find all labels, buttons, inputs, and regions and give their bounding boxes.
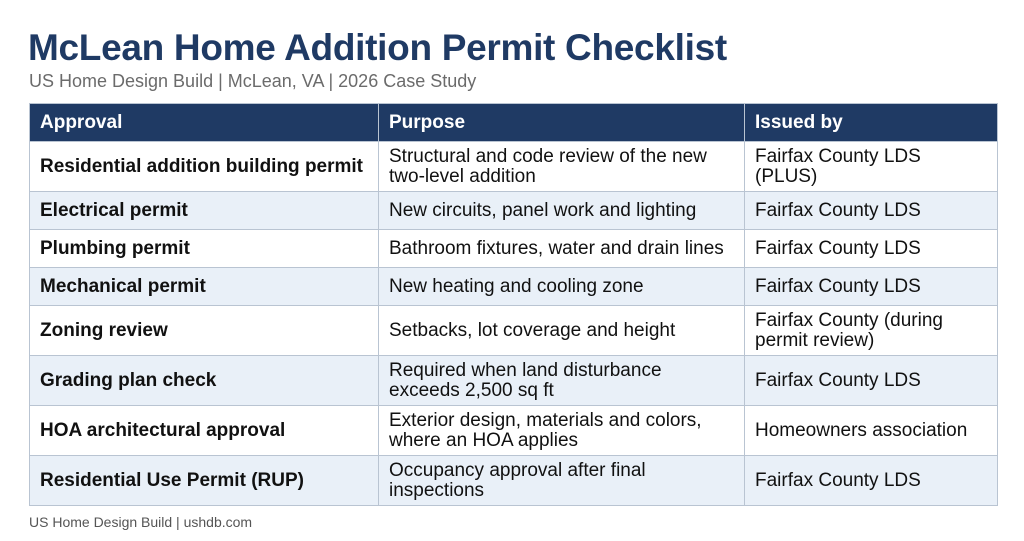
issued-by-cell: Fairfax County LDS [745, 456, 998, 506]
approval-cell: Plumbing permit [30, 230, 379, 268]
purpose-cell: Occupancy approval after final inspections [379, 456, 745, 506]
table-row [30, 230, 998, 268]
page-title: McLean Home Addition Permit Checklist [28, 27, 727, 68]
purpose-cell: Bathroom fixtures, water and drain lines [379, 230, 745, 268]
approval-cell: Residential addition building permit [30, 142, 379, 192]
table-header-row [30, 104, 998, 142]
column-header-purpose: Purpose [379, 104, 745, 142]
approval-cell: Electrical permit [30, 192, 379, 230]
purpose-cell: Exterior design, materials and colors, where an HOA applies [379, 406, 745, 456]
purpose-cell: New circuits, panel work and lighting [379, 192, 745, 230]
column-header-issued-by: Issued by [745, 104, 998, 142]
purpose-cell: Required when land disturbance exceeds 2,500 sq ft [379, 356, 745, 406]
issued-by-cell: Fairfax County LDS [745, 356, 998, 406]
approval-cell: HOA architectural approval [30, 406, 379, 456]
page-subtitle: US Home Design Build | McLean, VA | 2026 Case Study [29, 71, 477, 91]
footer-credit: US Home Design Build | ushdb.com [29, 514, 253, 530]
issued-by-cell: Fairfax County LDS [745, 230, 998, 268]
approval-cell: Grading plan check [30, 356, 379, 406]
column-header-approval: Approval [30, 104, 379, 142]
table-row [30, 356, 998, 406]
table-row [30, 192, 998, 230]
approval-cell: Zoning review [30, 306, 379, 356]
issued-by-cell: Fairfax County LDS [745, 268, 998, 306]
table-row [30, 268, 998, 306]
table-row [30, 306, 998, 356]
issued-by-cell: Fairfax County LDS (PLUS) [745, 142, 998, 192]
permit-checklist-table [29, 103, 998, 506]
table-row [30, 142, 998, 192]
approval-cell: Mechanical permit [30, 268, 379, 306]
issued-by-cell: Fairfax County LDS [745, 192, 998, 230]
table-row [30, 406, 998, 456]
purpose-cell: Setbacks, lot coverage and height [379, 306, 745, 356]
purpose-cell: New heating and cooling zone [379, 268, 745, 306]
purpose-cell: Structural and code review of the new two-level addition [379, 142, 745, 192]
table-row [30, 456, 998, 506]
issued-by-cell: Homeowners association [745, 406, 998, 456]
approval-cell: Residential Use Permit (RUP) [30, 456, 379, 506]
issued-by-cell: Fairfax County (during permit review) [745, 306, 998, 356]
